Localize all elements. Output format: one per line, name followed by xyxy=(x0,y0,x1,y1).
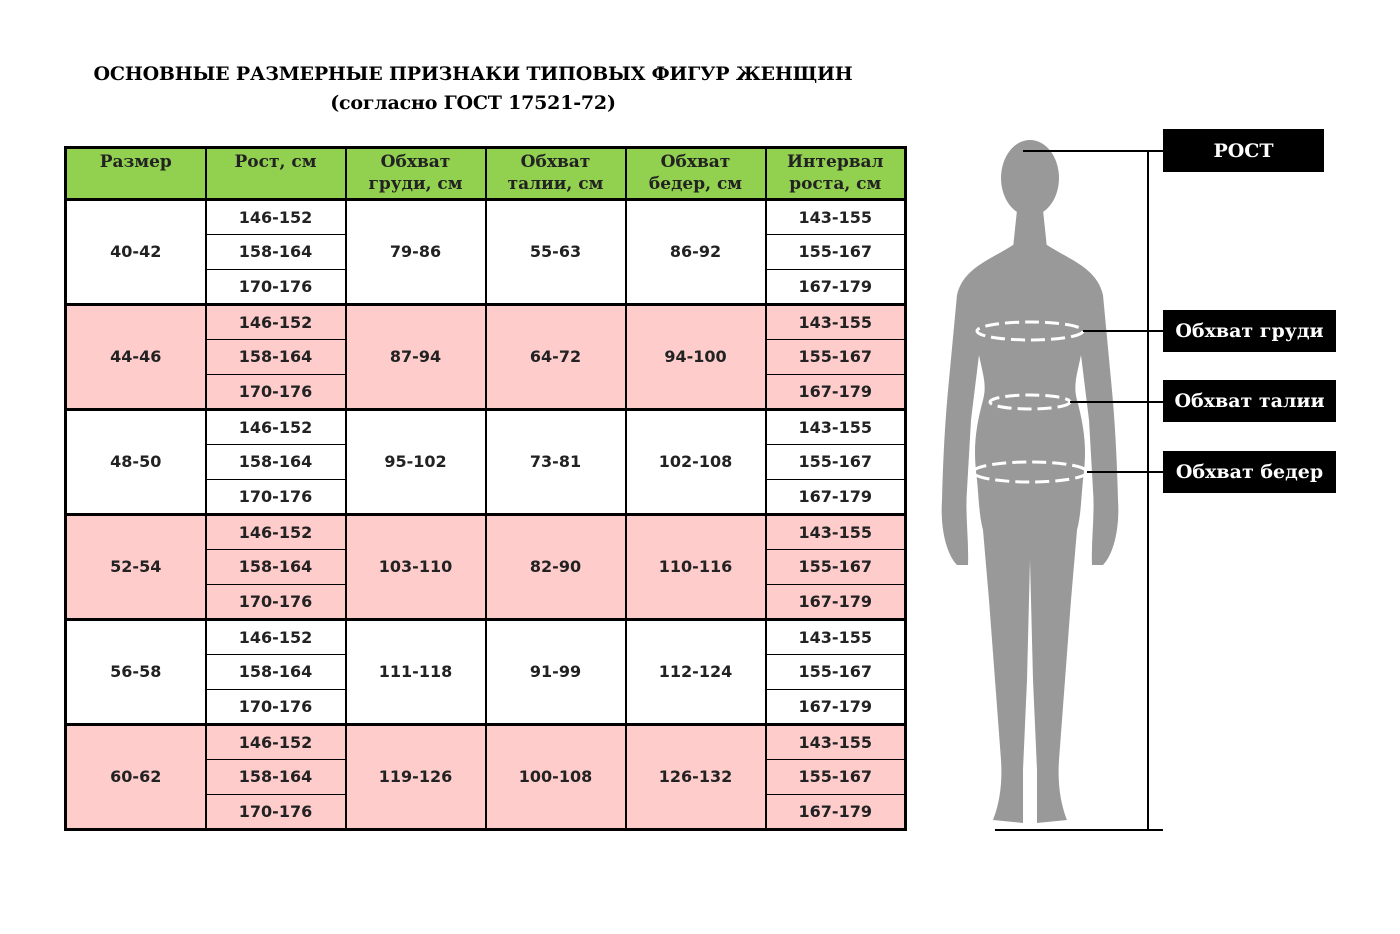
size-cell: 44-46 xyxy=(66,304,206,409)
size-cell: 40-42 xyxy=(66,200,206,305)
height-interval-cell: 143-155 xyxy=(766,514,906,549)
waist-cell: 91-99 xyxy=(486,619,626,724)
height-cell: 170-176 xyxy=(206,794,346,829)
chest-cell: 79-86 xyxy=(346,200,486,305)
figure-diagram xyxy=(935,120,1400,840)
height-interval-cell: 143-155 xyxy=(766,200,906,235)
chest-cell: 119-126 xyxy=(346,724,486,829)
height-cell: 170-176 xyxy=(206,689,346,724)
height-interval-cell: 167-179 xyxy=(766,269,906,304)
height-interval-cell: 167-179 xyxy=(766,689,906,724)
height-cell: 146-152 xyxy=(206,619,346,654)
height-cell: 146-152 xyxy=(206,514,346,549)
chest-cell: 87-94 xyxy=(346,304,486,409)
chest-cell: 95-102 xyxy=(346,409,486,514)
size-cell: 56-58 xyxy=(66,619,206,724)
table-row xyxy=(66,724,906,759)
height-cell: 158-164 xyxy=(206,235,346,269)
height-interval-cell: 167-179 xyxy=(766,479,906,514)
header-height: Рост, см xyxy=(206,148,346,200)
height-interval-cell: 155-167 xyxy=(766,445,906,479)
height-interval-cell: 167-179 xyxy=(766,374,906,409)
height-label: РОСТ xyxy=(1163,129,1324,172)
table-row xyxy=(66,409,906,444)
table-row xyxy=(66,200,906,235)
height-cell: 170-176 xyxy=(206,479,346,514)
document-title: ОСНОВНЫЕ РАЗМЕРНЫЕ ПРИЗНАКИ ТИПОВЫХ ФИГУР ЖЕНЩИН xyxy=(93,63,853,85)
height-interval-cell: 143-155 xyxy=(766,409,906,444)
height-cell: 146-152 xyxy=(206,304,346,339)
waist-label: Обхват талии xyxy=(1163,380,1336,422)
size-cell: 48-50 xyxy=(66,409,206,514)
table-row xyxy=(66,514,906,549)
hips-cell: 86-92 xyxy=(626,200,766,305)
height-interval-cell: 167-179 xyxy=(766,794,906,829)
height-cell: 158-164 xyxy=(206,760,346,794)
header-height-interval: Интервал роста, см xyxy=(766,148,906,200)
height-cell: 146-152 xyxy=(206,724,346,759)
height-interval-cell: 167-179 xyxy=(766,584,906,619)
height-interval-cell: 155-167 xyxy=(766,340,906,374)
chest-cell: 103-110 xyxy=(346,514,486,619)
hips-label: Обхват бедер xyxy=(1163,451,1336,493)
table-header-row xyxy=(66,148,906,200)
hips-cell: 102-108 xyxy=(626,409,766,514)
height-cell: 170-176 xyxy=(206,269,346,304)
height-interval-cell: 155-167 xyxy=(766,655,906,689)
height-cell: 170-176 xyxy=(206,584,346,619)
waist-cell: 55-63 xyxy=(486,200,626,305)
header-chest: Обхват груди, см xyxy=(346,148,486,200)
size-cell: 52-54 xyxy=(66,514,206,619)
table-row xyxy=(66,619,906,654)
height-cell: 158-164 xyxy=(206,655,346,689)
female-silhouette xyxy=(942,140,1119,823)
waist-cell: 100-108 xyxy=(486,724,626,829)
waist-cell: 73-81 xyxy=(486,409,626,514)
height-cell: 146-152 xyxy=(206,200,346,235)
header-waist: Обхват талии, см xyxy=(486,148,626,200)
height-cell: 158-164 xyxy=(206,340,346,374)
waist-cell: 64-72 xyxy=(486,304,626,409)
height-interval-cell: 155-167 xyxy=(766,760,906,794)
table-row xyxy=(66,304,906,339)
height-interval-cell: 155-167 xyxy=(766,550,906,584)
height-interval-cell: 143-155 xyxy=(766,619,906,654)
header-hips: Обхват бедер, см xyxy=(626,148,766,200)
header-size: Размер xyxy=(66,148,206,200)
hips-cell: 94-100 xyxy=(626,304,766,409)
hips-cell: 112-124 xyxy=(626,619,766,724)
waist-cell: 82-90 xyxy=(486,514,626,619)
size-cell: 60-62 xyxy=(66,724,206,829)
chest-cell: 111-118 xyxy=(346,619,486,724)
height-cell: 158-164 xyxy=(206,445,346,479)
height-interval-cell: 143-155 xyxy=(766,724,906,759)
hips-cell: 110-116 xyxy=(626,514,766,619)
height-cell: 158-164 xyxy=(206,550,346,584)
height-interval-cell: 143-155 xyxy=(766,304,906,339)
height-interval-cell: 155-167 xyxy=(766,235,906,269)
hips-cell: 126-132 xyxy=(626,724,766,829)
document-subtitle: (согласно ГОСТ 17521-72) xyxy=(330,92,616,114)
height-cell: 146-152 xyxy=(206,409,346,444)
height-cell: 170-176 xyxy=(206,374,346,409)
chest-label: Обхват груди xyxy=(1163,310,1336,352)
size-table xyxy=(64,146,907,831)
